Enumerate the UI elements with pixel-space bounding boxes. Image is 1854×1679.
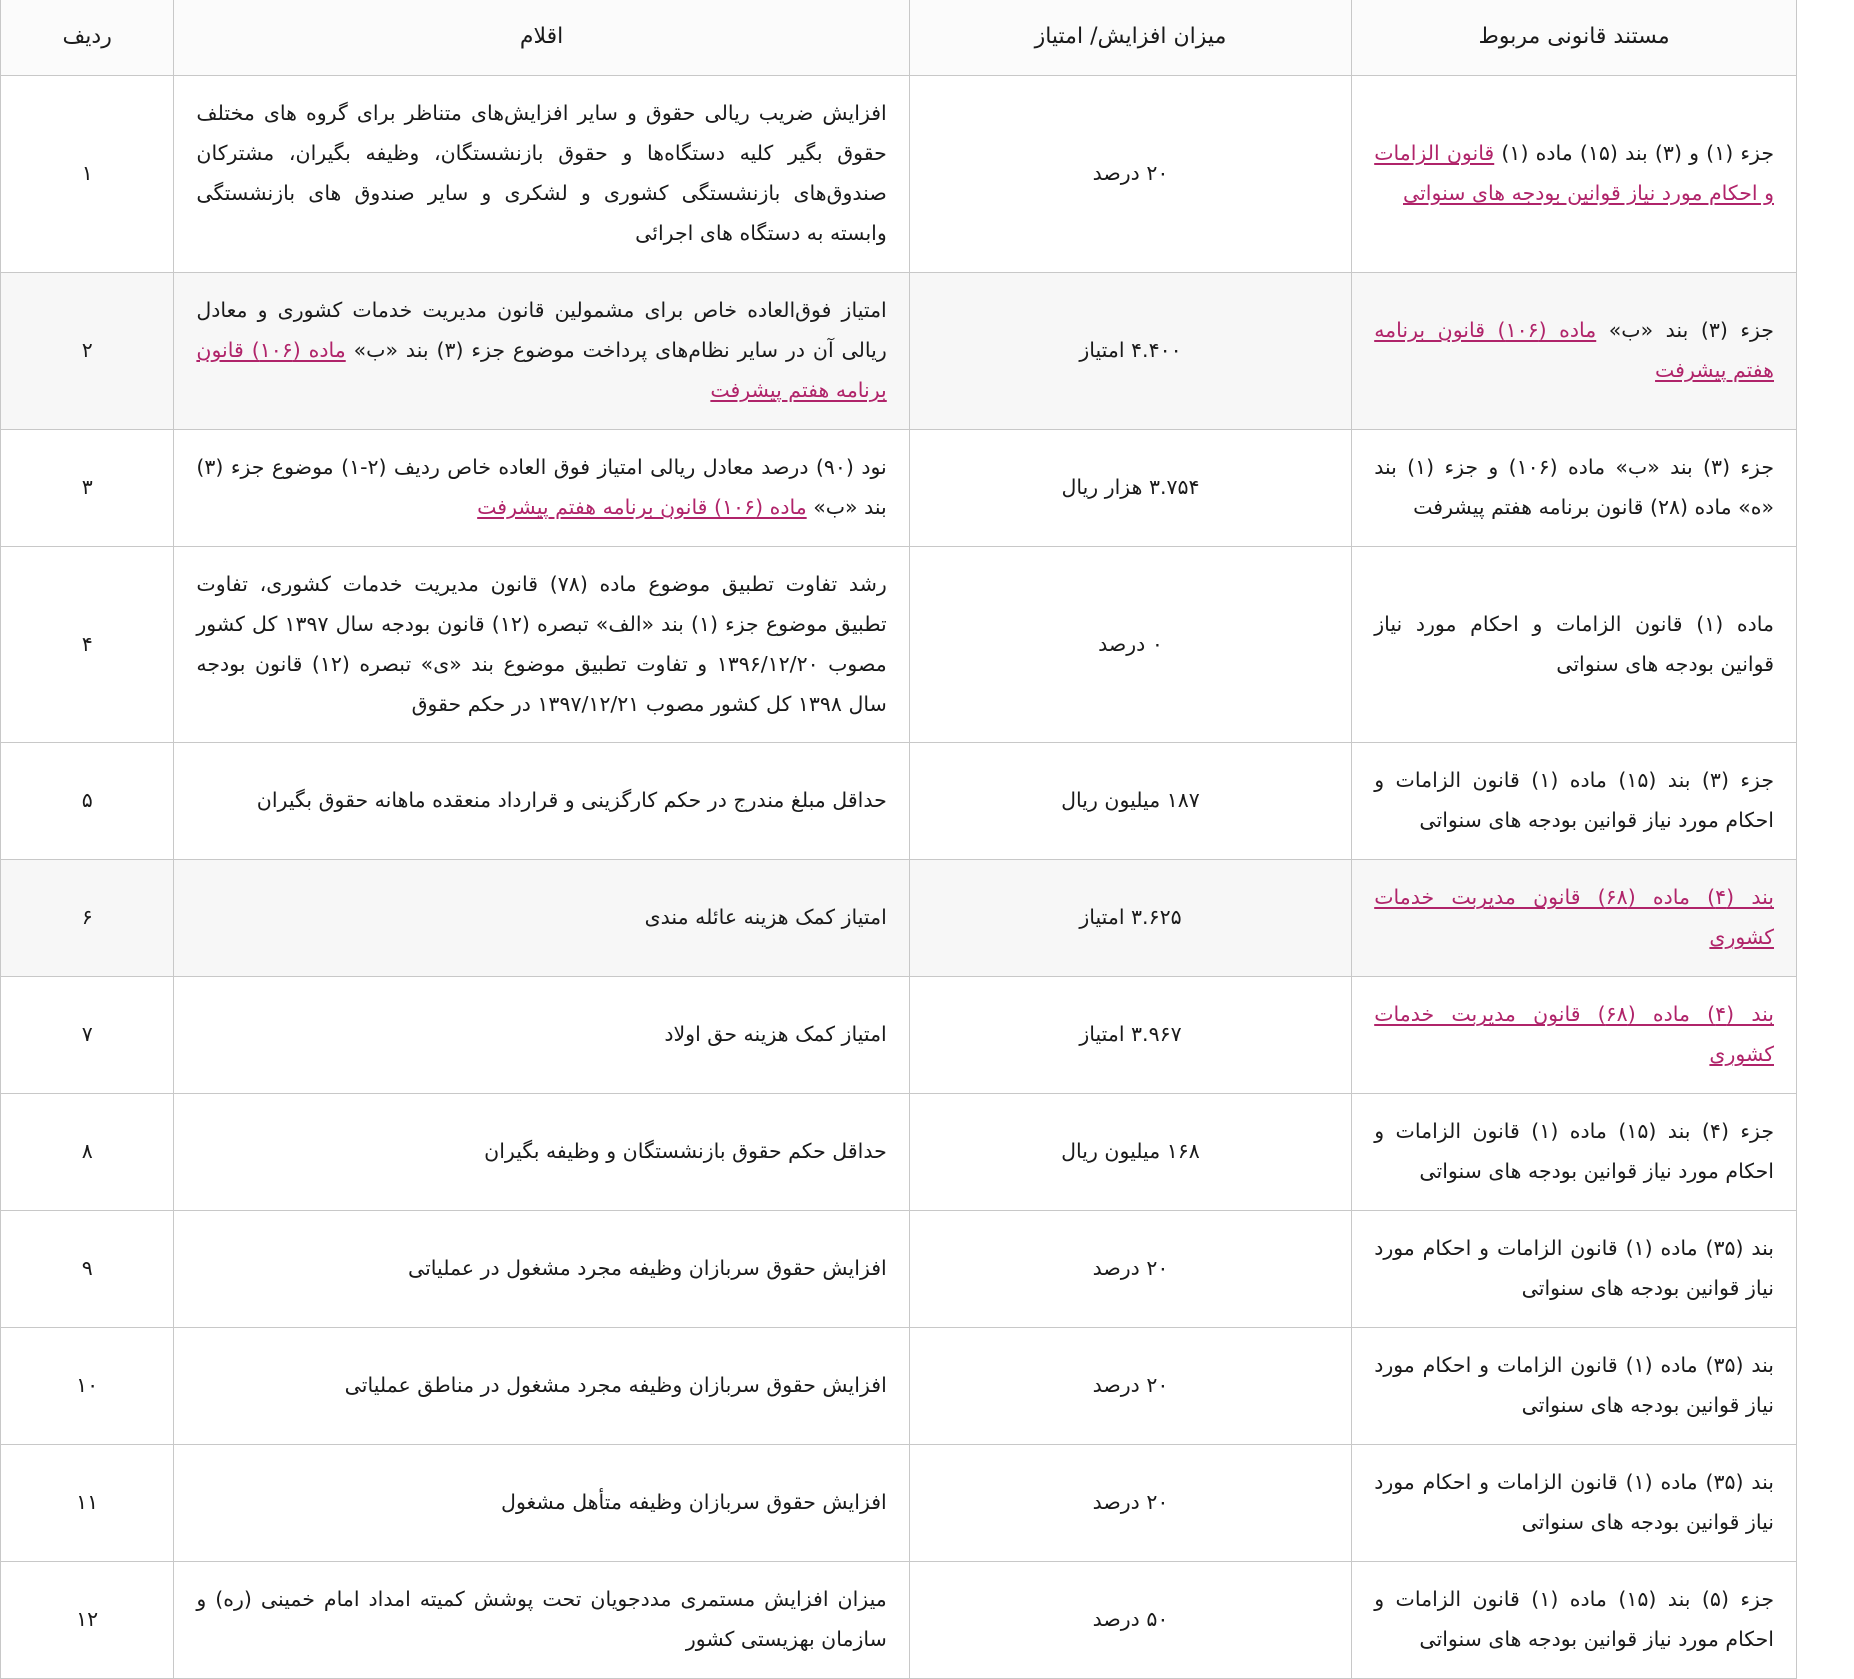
table-row: [1, 860, 1797, 977]
cell-increase-amount: [909, 1445, 1351, 1562]
cell-item-description: [174, 1211, 909, 1328]
table-row: [1, 977, 1797, 1094]
cell-increase-amount: [909, 860, 1351, 977]
cell-item-description: [174, 1445, 909, 1562]
increase-amount-value: ۱۸۷ میلیون ریال: [1061, 788, 1200, 813]
table-row: [1, 272, 1797, 429]
cell-row-number: ۱۱: [1, 1445, 174, 1562]
cell-legal-document: [1352, 546, 1797, 743]
table-row: [1, 1094, 1797, 1211]
legal-document-text: ماده (۱) قانون الزامات و احکام مورد نیاز قوانین بودجه های سنواتی: [1374, 611, 1774, 676]
cell-row-number: ۸: [1, 1094, 174, 1211]
item-description-text: حداقل مبلغ مندرج در حکم کارگزینی و قرارداد منعقده ماهانه حقوق بگیران: [256, 788, 887, 813]
item-description-text: افزایش ضریب ریالی حقوق و سایر افزایش‌های متناظر برای گروه های مختلف حقوق بگیر کلیه دستگاه‌ها و حقوق بازنشستگان، وظیفه بگیران، مشترکان صندوق‌های بازنشستگی کشوری و لشکری و سایر صندوق های بازنشستگی وابسته به دستگاه های اجرائی: [196, 100, 887, 245]
table-row: [1, 1211, 1797, 1328]
cell-row-number: ۲: [1, 272, 174, 429]
table-header-row: [1, 0, 1797, 75]
cell-legal-document: [1352, 1211, 1797, 1328]
cell-item-description: [174, 977, 909, 1094]
cell-increase-amount: [909, 1328, 1351, 1445]
cell-legal-document: [1352, 743, 1797, 860]
cell-item-description: [174, 1328, 909, 1445]
item-description-link[interactable]: ماده (۱۰۶) قانون برنامه هفتم پیشرفت: [196, 337, 887, 402]
cell-legal-document: [1352, 860, 1797, 977]
item-description-text: امتیاز کمک هزینه عائله مندی: [644, 905, 887, 930]
cell-legal-document: [1352, 1094, 1797, 1211]
legal-document-text: جزء (۳) بند «ب»: [1596, 317, 1774, 342]
cell-legal-document: [1352, 429, 1797, 546]
item-description-link[interactable]: ماده (۱۰۶) قانون برنامه هفتم پیشرفت: [477, 494, 807, 519]
cell-legal-document: [1352, 1328, 1797, 1445]
cell-increase-amount: [909, 546, 1351, 743]
column-header-items: اقلام: [174, 0, 909, 75]
cell-item-description: [174, 75, 909, 272]
legal-document-link[interactable]: بند (۴) ماده (۶۸) قانون مدیربت خدمات کشوری: [1374, 885, 1774, 950]
cell-increase-amount: [909, 743, 1351, 860]
legal-document-text: بند (۳۵) ماده (۱) قانون الزامات و احکام مورد نیاز قوانین بودجه های سنواتی: [1374, 1236, 1775, 1301]
cell-item-description: [174, 1562, 909, 1679]
item-description-text: امتیاز کمک هزینه حق اولاد: [664, 1022, 887, 1047]
legal-document-link[interactable]: ماده (۱۰۶) قانون برنامه هفتم پیشرفت: [1374, 317, 1774, 382]
increase-amount-value: ۳.۹۶۷ امتیاز: [1079, 1022, 1182, 1047]
item-description-text: نود (۹۰) درصد معادل ریالی امتیاز فوق العاده خاص ردیف (۲-۱) موضوع جزء (۳) بند «ب»: [196, 454, 887, 519]
legal-document-link[interactable]: قانون الزامات و احکام مورد نیاز قوانین بودجه های سنواتی: [1374, 140, 1774, 205]
table-header: [1, 0, 1797, 75]
item-description-text: میزان افزایش مستمری مددجویان تحت پوشش کمیته امداد امام خمینی (ره) و سازمان بهزیستی کشور: [196, 1587, 887, 1652]
item-description-text: افزایش حقوق سربازان وظیفه متأهل مشغول: [501, 1490, 887, 1515]
cell-row-number: ۶: [1, 860, 174, 977]
increase-amount-value: ۲۰ درصد: [1092, 1373, 1169, 1398]
cell-increase-amount: [909, 1211, 1351, 1328]
increase-amount-value: ۳.۷۵۴ هزار ریال: [1061, 474, 1200, 499]
item-description-text: افزایش حقوق سربازان وظیفه مجرد مشغول در مناطق عملیاتی: [344, 1373, 887, 1398]
legal-document-text: جزء (۳) بند «ب» ماده (۱۰۶) و جزء (۱) بند «ه» ماده (۲۸) قانون برنامه هفتم پیشرفت: [1374, 454, 1774, 519]
item-description-text: افزایش حقوق سربازان وظیفه مجرد مشغول در عملیاتی: [407, 1256, 887, 1281]
increase-amount-value: ۰ درصد: [1098, 631, 1163, 656]
item-description-text: حداقل حکم حقوق بازنشستگان و وظیفه بگیران: [484, 1139, 887, 1164]
cell-legal-document: [1352, 1562, 1797, 1679]
cell-item-description: [174, 1094, 909, 1211]
cell-row-number: ۹: [1, 1211, 174, 1328]
column-header-row-number: ردیف: [1, 0, 174, 75]
table-row: [1, 1562, 1797, 1679]
legal-document-text: بند (۳۵) ماده (۱) قانون الزامات و احکام مورد نیاز قوانین بودجه های سنواتی: [1374, 1470, 1775, 1535]
table-row: [1, 429, 1797, 546]
cell-increase-amount: [909, 1094, 1351, 1211]
column-header-increase-amount: میزان افزایش/ امتیاز: [909, 0, 1351, 75]
cell-legal-document: [1352, 977, 1797, 1094]
cell-row-number: ۱۲: [1, 1562, 174, 1679]
cell-row-number: ۷: [1, 977, 174, 1094]
table-row: [1, 1445, 1797, 1562]
cell-item-description: [174, 860, 909, 977]
table-body: [1, 75, 1797, 1678]
increase-amount-value: ۳.۶۲۵ امتیاز: [1079, 905, 1182, 930]
table-row: [1, 1328, 1797, 1445]
legal-document-link[interactable]: بند (۴) ماده (۶۸) قانون مدیربت خدمات کشوری: [1374, 1002, 1774, 1067]
increase-amount-value: ۵۰ درصد: [1092, 1607, 1169, 1632]
cell-increase-amount: [909, 429, 1351, 546]
legal-document-text: جزء (۱) و (۳) بند (۱۵) ماده (۱): [1494, 140, 1774, 165]
table-row: [1, 546, 1797, 743]
increase-amount-value: ۱۶۸ میلیون ریال: [1061, 1139, 1200, 1164]
column-header-legal-document: مستند قانونی مربوط: [1352, 0, 1797, 75]
cell-item-description: [174, 272, 909, 429]
cell-legal-document: [1352, 75, 1797, 272]
cell-item-description: [174, 743, 909, 860]
cell-row-number: ۱: [1, 75, 174, 272]
legal-document-text: جزء (۵) بند (۱۵) ماده (۱) قانون الزامات و احکام مورد نیاز قوانین بودجه های سنواتی: [1374, 1587, 1775, 1652]
table-row: [1, 743, 1797, 860]
cell-row-number: ۳: [1, 429, 174, 546]
legal-document-text: جزء (۳) بند (۱۵) ماده (۱) قانون الزامات و احکام مورد نیاز قوانین بودجه های سنواتی: [1374, 768, 1775, 833]
cell-increase-amount: [909, 75, 1351, 272]
cell-legal-document: [1352, 272, 1797, 429]
legal-document-text: بند (۳۵) ماده (۱) قانون الزامات و احکام مورد نیاز قوانین بودجه های سنواتی: [1374, 1353, 1775, 1418]
cell-item-description: [174, 429, 909, 546]
increase-amount-value: ۲۰ درصد: [1092, 1256, 1169, 1281]
increase-amount-value: ۲۰ درصد: [1092, 1490, 1169, 1515]
cell-item-description: [174, 546, 909, 743]
cell-increase-amount: [909, 977, 1351, 1094]
cell-row-number: ۱۰: [1, 1328, 174, 1445]
item-description-text: رشد تفاوت تطبیق موضوع ماده (۷۸) قانون مدیریت خدمات کشوری، تفاوت تطبیق موضوع جزء (۱) بند «الف» تبصره (۱۲) قانون بودجه سال ۱۳۹۷ کل کشور مصوب ۱۳۹۶/۱۲/۲۰ و تفاوت تطبیق موضوع بند «ی» تبصره (۱۲) قانون بودجه سال ۱۳۹۸ کل کشور مصوب ۱۳۹۷/۱۲/۲۱ در حکم حقوق: [196, 571, 887, 716]
cell-legal-document: [1352, 1445, 1797, 1562]
increase-amount-value: ۴.۴۰۰ امتیاز: [1079, 337, 1182, 362]
cell-row-number: ۵: [1, 743, 174, 860]
legal-document-text: جزء (۴) بند (۱۵) ماده (۱) قانون الزامات و احکام مورد نیاز قوانین بودجه های سنواتی: [1374, 1119, 1775, 1184]
table-row: [1, 75, 1797, 272]
cell-row-number: ۴: [1, 546, 174, 743]
item-description-text: امتیاز فوق‌العاده خاص برای مشمولین قانون مدیریت خدمات کشوری و معادل ریالی آن در سایر نظام‌های پرداخت موضوع جزء (۳) بند «ب»: [196, 297, 887, 362]
cell-increase-amount: [909, 272, 1351, 429]
cell-increase-amount: [909, 1562, 1351, 1679]
increase-amount-value: ۲۰ درصد: [1092, 160, 1169, 185]
